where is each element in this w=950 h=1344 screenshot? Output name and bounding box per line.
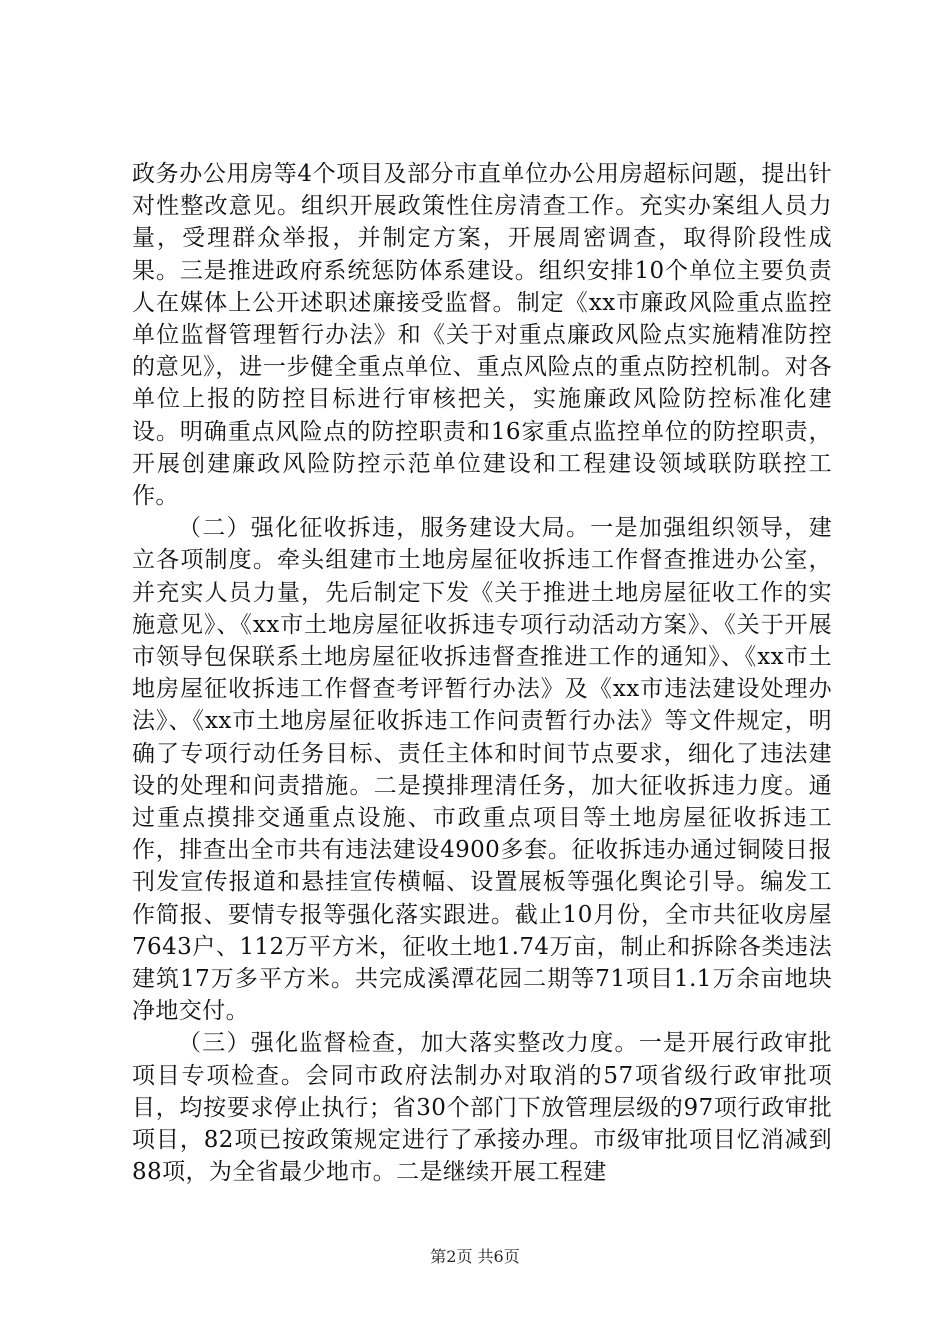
paragraph-section-three: （三）强化监督检查，加大落实整改力度。一是开展行政审批项目专项检查。会同市政府法制办对取消的57项省级行政审批项目，均按要求停止执行；省30个部门下放管理层级的97项行政审批项目，82项已按政策规定进行了承接办理。市级审批项目忆消减到88项，为全省最少地市。二是继续开展工程建 [132,1030,832,1186]
document-body [132,158,832,1189]
paragraph-continuation: 政务办公用房等4个项目及部分市直单位办公用房超标问题，提出针对性整改意见。组织开展政策性住房清查工作。充实办案组人员力量，受理群众举报，并制定方案，开展周密调查，取得阶段性成果。三是推进政府系统惩防体系建设。组织安排10个单位主要负责人在媒体上公开述职述廉接受监督。制定《xx市廉政风险重点监控单位监督管理暂行办法》和《关于对重点廉政风险点实施精准防控的意见》，进一步健全重点单位、重点风险点的重点防控机制。对各单位上报的防控目标进行审核把关，实施廉政风险防控标准化建设。明确重点风险点的防控职责和16家重点监控单位的防控职责，开展创建廉政风险防控示范单位建设和工程建设领域联防联控工作。 [132,161,832,510]
page-footer: 第2页 共6页 [430,1247,520,1266]
paragraph-section-two: （二）强化征收拆违，服务建设大局。一是加强组织领导，建立各项制度。牵头组建市土地房屋征收拆违工作督查推进办公室，并充实人员力量，先后制定下发《关于推进土地房屋征收工作的实施意见》、《xx市土地房屋征收拆违专项行动活动方案》、《关于开展市领导包保联系土地房屋征收拆违督查推进工作的通知》、《xx市土地房屋征收拆违工作督查考评暂行办法》及《xx市违法建设处理办法》、《xx市土地房屋征收拆违工作问责暂行办法》等文件规定，明确了专项行动任务目标、责任主体和时间节点要求，细化了违法建设的处理和问责措施。二是摸排理清任务，加大征收拆违力度。通过重点摸排交通重点设施、市政重点项目等土地房屋征收拆违工作，排查出全市共有违法建设4900多套。征收拆违办通过铜陵日报刊发宣传报道和悬挂宣传横幅、设置展板等强化舆论引导。编发工作简报、要情专报等强化落实跟进。截止10月份，全市共征收房屋7643户、112万平方米，征收土地1.74万亩，制止和拆除各类违法建筑17万多平方米。共完成溪潭花园二期等71项目1.1万余亩地块净地交付。 [132,515,832,1025]
